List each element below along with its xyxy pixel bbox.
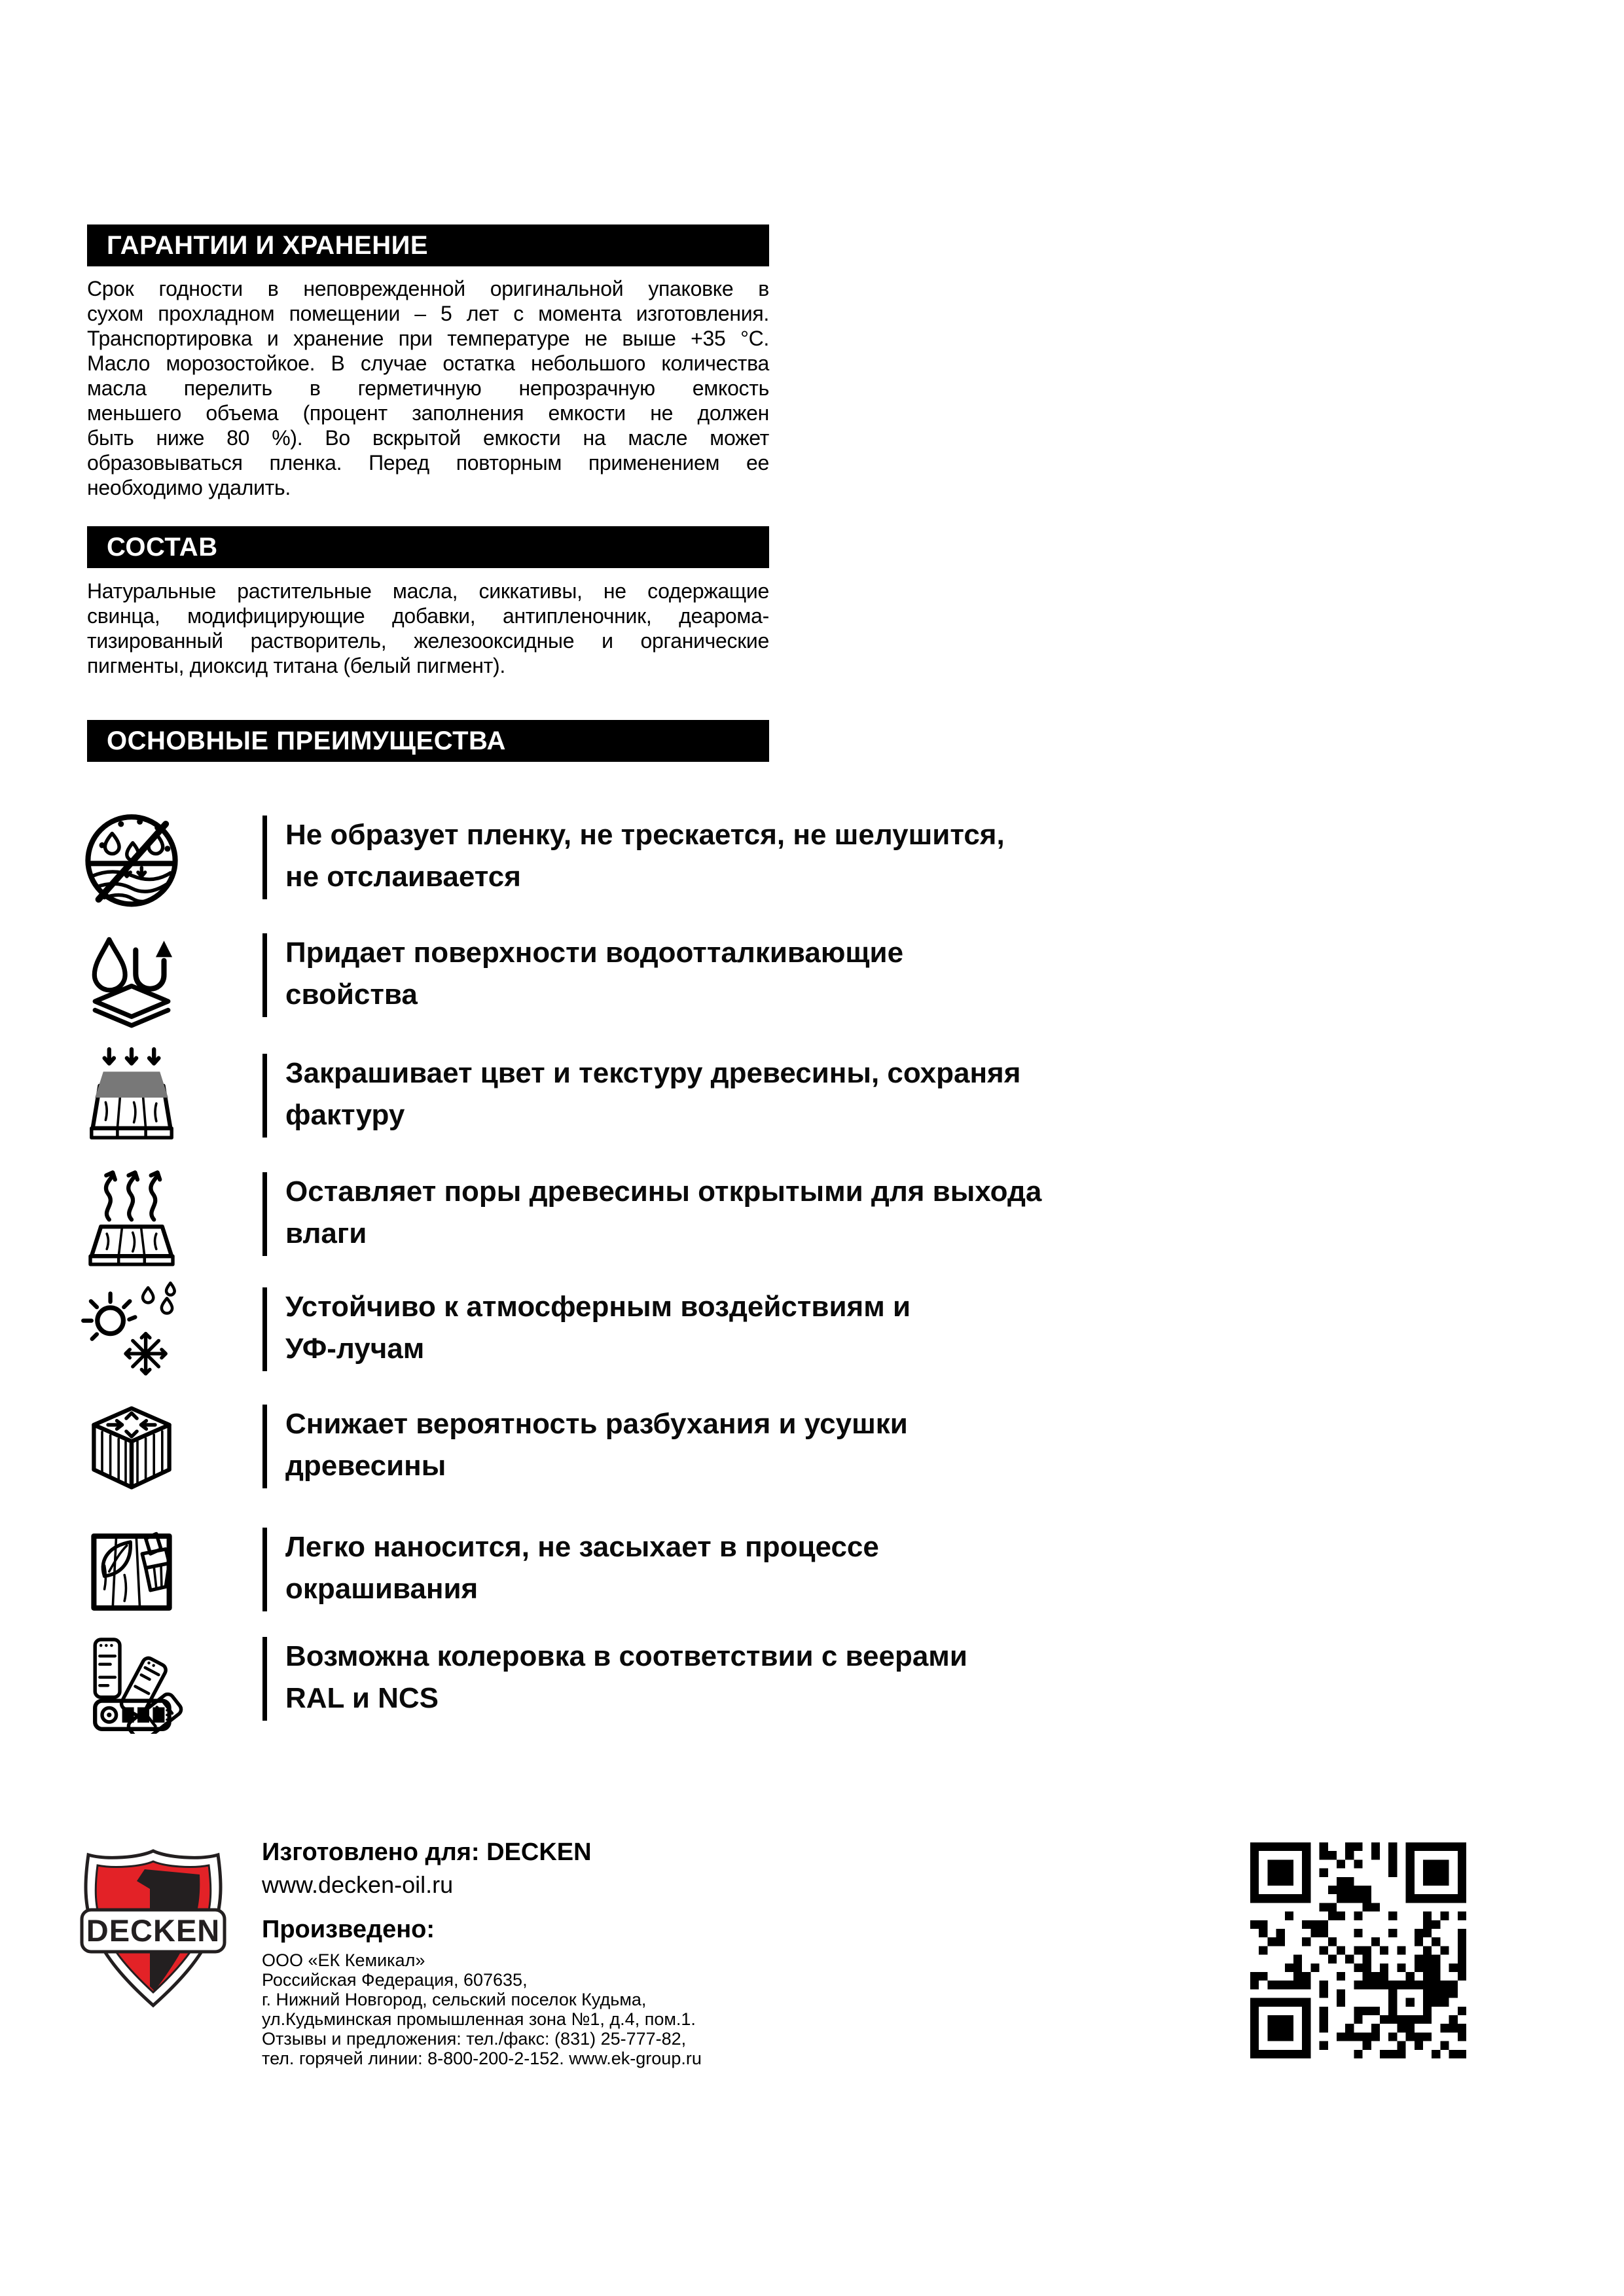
- divider-line: [262, 933, 267, 1017]
- easy-application-icon: [73, 1518, 190, 1624]
- footer-info-block: [262, 1837, 1113, 2068]
- weather-resistant-icon: [73, 1278, 190, 1384]
- no-film-icon: [73, 806, 190, 912]
- divider-line: [262, 1528, 267, 1611]
- no-swelling-icon: [73, 1395, 190, 1501]
- tinting-icon: [73, 1628, 190, 1734]
- divider-line: [262, 1405, 267, 1488]
- divider-line: [262, 1287, 267, 1371]
- decken-logo-text: DECKEN: [86, 1913, 221, 1948]
- producer-address: ООО «ЕК Кемикал» Российская Федерация, 607635, г. Нижний Новгород, сельский поселок Кудьма, ул.Кудьминская промышленная зона №1, д.4, пом.1. Отзывы и предложения: тел./факс: (831) 25-777-82, тел. горячей линии: 8-800-200-2-152. www.ek-group.ru: [262, 1950, 702, 2068]
- advantage-text-no-film: Не образует пленку, не трескается, не шелушится, не отслаивается: [285, 819, 1005, 893]
- composition-section-title-bar: [87, 526, 769, 568]
- advantage-row-no-film: [0, 806, 1375, 919]
- divider-line: [262, 816, 267, 899]
- decken-logo: [71, 1847, 236, 2009]
- advantage-row-tinting: [0, 1628, 1375, 1740]
- water-repellent-icon: [73, 924, 190, 1030]
- advantage-row-open-pores: [0, 1163, 1375, 1276]
- warranty-section-title-bar: [87, 224, 769, 266]
- advantage-text-easy-application: Легко наносится, не засыхает в процессе окрашивания: [285, 1531, 879, 1605]
- produced-label: Произведено:: [262, 1916, 435, 1943]
- advantage-row-opaque-coating: [0, 1045, 1375, 1157]
- composition-paragraph: Натуральные растительные масла, сиккативы, не содержащие свинца, модифицирующие добавки, антипленочник, деарома- тизированный растворитель, железооксидные и органические пигменты, диоксид титана (белый пигмент).: [87, 579, 769, 677]
- made-for-label: Изготовлено для: DECKEN: [262, 1839, 592, 1866]
- divider-line: [262, 1637, 267, 1721]
- advantage-text-open-pores: Оставляет поры древесины открытыми для выхода влаги: [285, 1175, 1042, 1249]
- advantages-section-title: ОСНОВНЫЕ ПРЕИМУЩЕСТВА: [107, 726, 506, 755]
- advantage-text-water-repellent: Придает поверхности водоотталкивающие свойства: [285, 937, 904, 1011]
- advantage-text-opaque-coating: Закрашивает цвет и текстуру древесины, сохраняя фактуру: [285, 1057, 1021, 1131]
- advantage-row-weather-resistant: [0, 1278, 1375, 1391]
- advantage-text-tinting: Возможна колеровка в соответствии с веерами RAL и NCS: [285, 1640, 967, 1714]
- advantage-text-weather-resistant: Устойчиво к атмосферным воздействиям и УФ-лучам: [285, 1291, 911, 1365]
- advantage-row-water-repellent: [0, 924, 1375, 1037]
- qr-code: [1250, 1842, 1466, 2058]
- warranty-paragraph: Срок годности в неповрежденной оригинальной упаковке в сухом прохладном помещении – 5 лет с момента изготовления. Транспортировка и хранение при температуре не выше +35 °С. Масло морозостойкое. В случае остатка небольшого количества масла перелить в герметичную непрозрачную емкость меньшего объема (процент заполнения емкости не должен быть ниже 80 %). Во вскрытой емкости на масле может образовываться пленка. Перед повторным применением ее необходимо удалить.: [87, 277, 769, 499]
- advantage-text-no-swelling: Снижает вероятность разбухания и усушки древесины: [285, 1408, 908, 1482]
- advantage-row-no-swelling: [0, 1395, 1375, 1508]
- open-pores-icon: [73, 1163, 190, 1269]
- divider-line: [262, 1054, 267, 1138]
- divider-line: [262, 1172, 267, 1256]
- website-url: www.decken-oil.ru: [262, 1871, 454, 1898]
- advantage-row-easy-application: [0, 1518, 1375, 1631]
- advantages-section-title-bar: [87, 720, 769, 762]
- warranty-section-title: ГАРАНТИИ И ХРАНЕНИЕ: [107, 231, 429, 260]
- composition-section-title: СОСТАВ: [107, 533, 218, 562]
- opaque-coating-icon: [73, 1045, 190, 1151]
